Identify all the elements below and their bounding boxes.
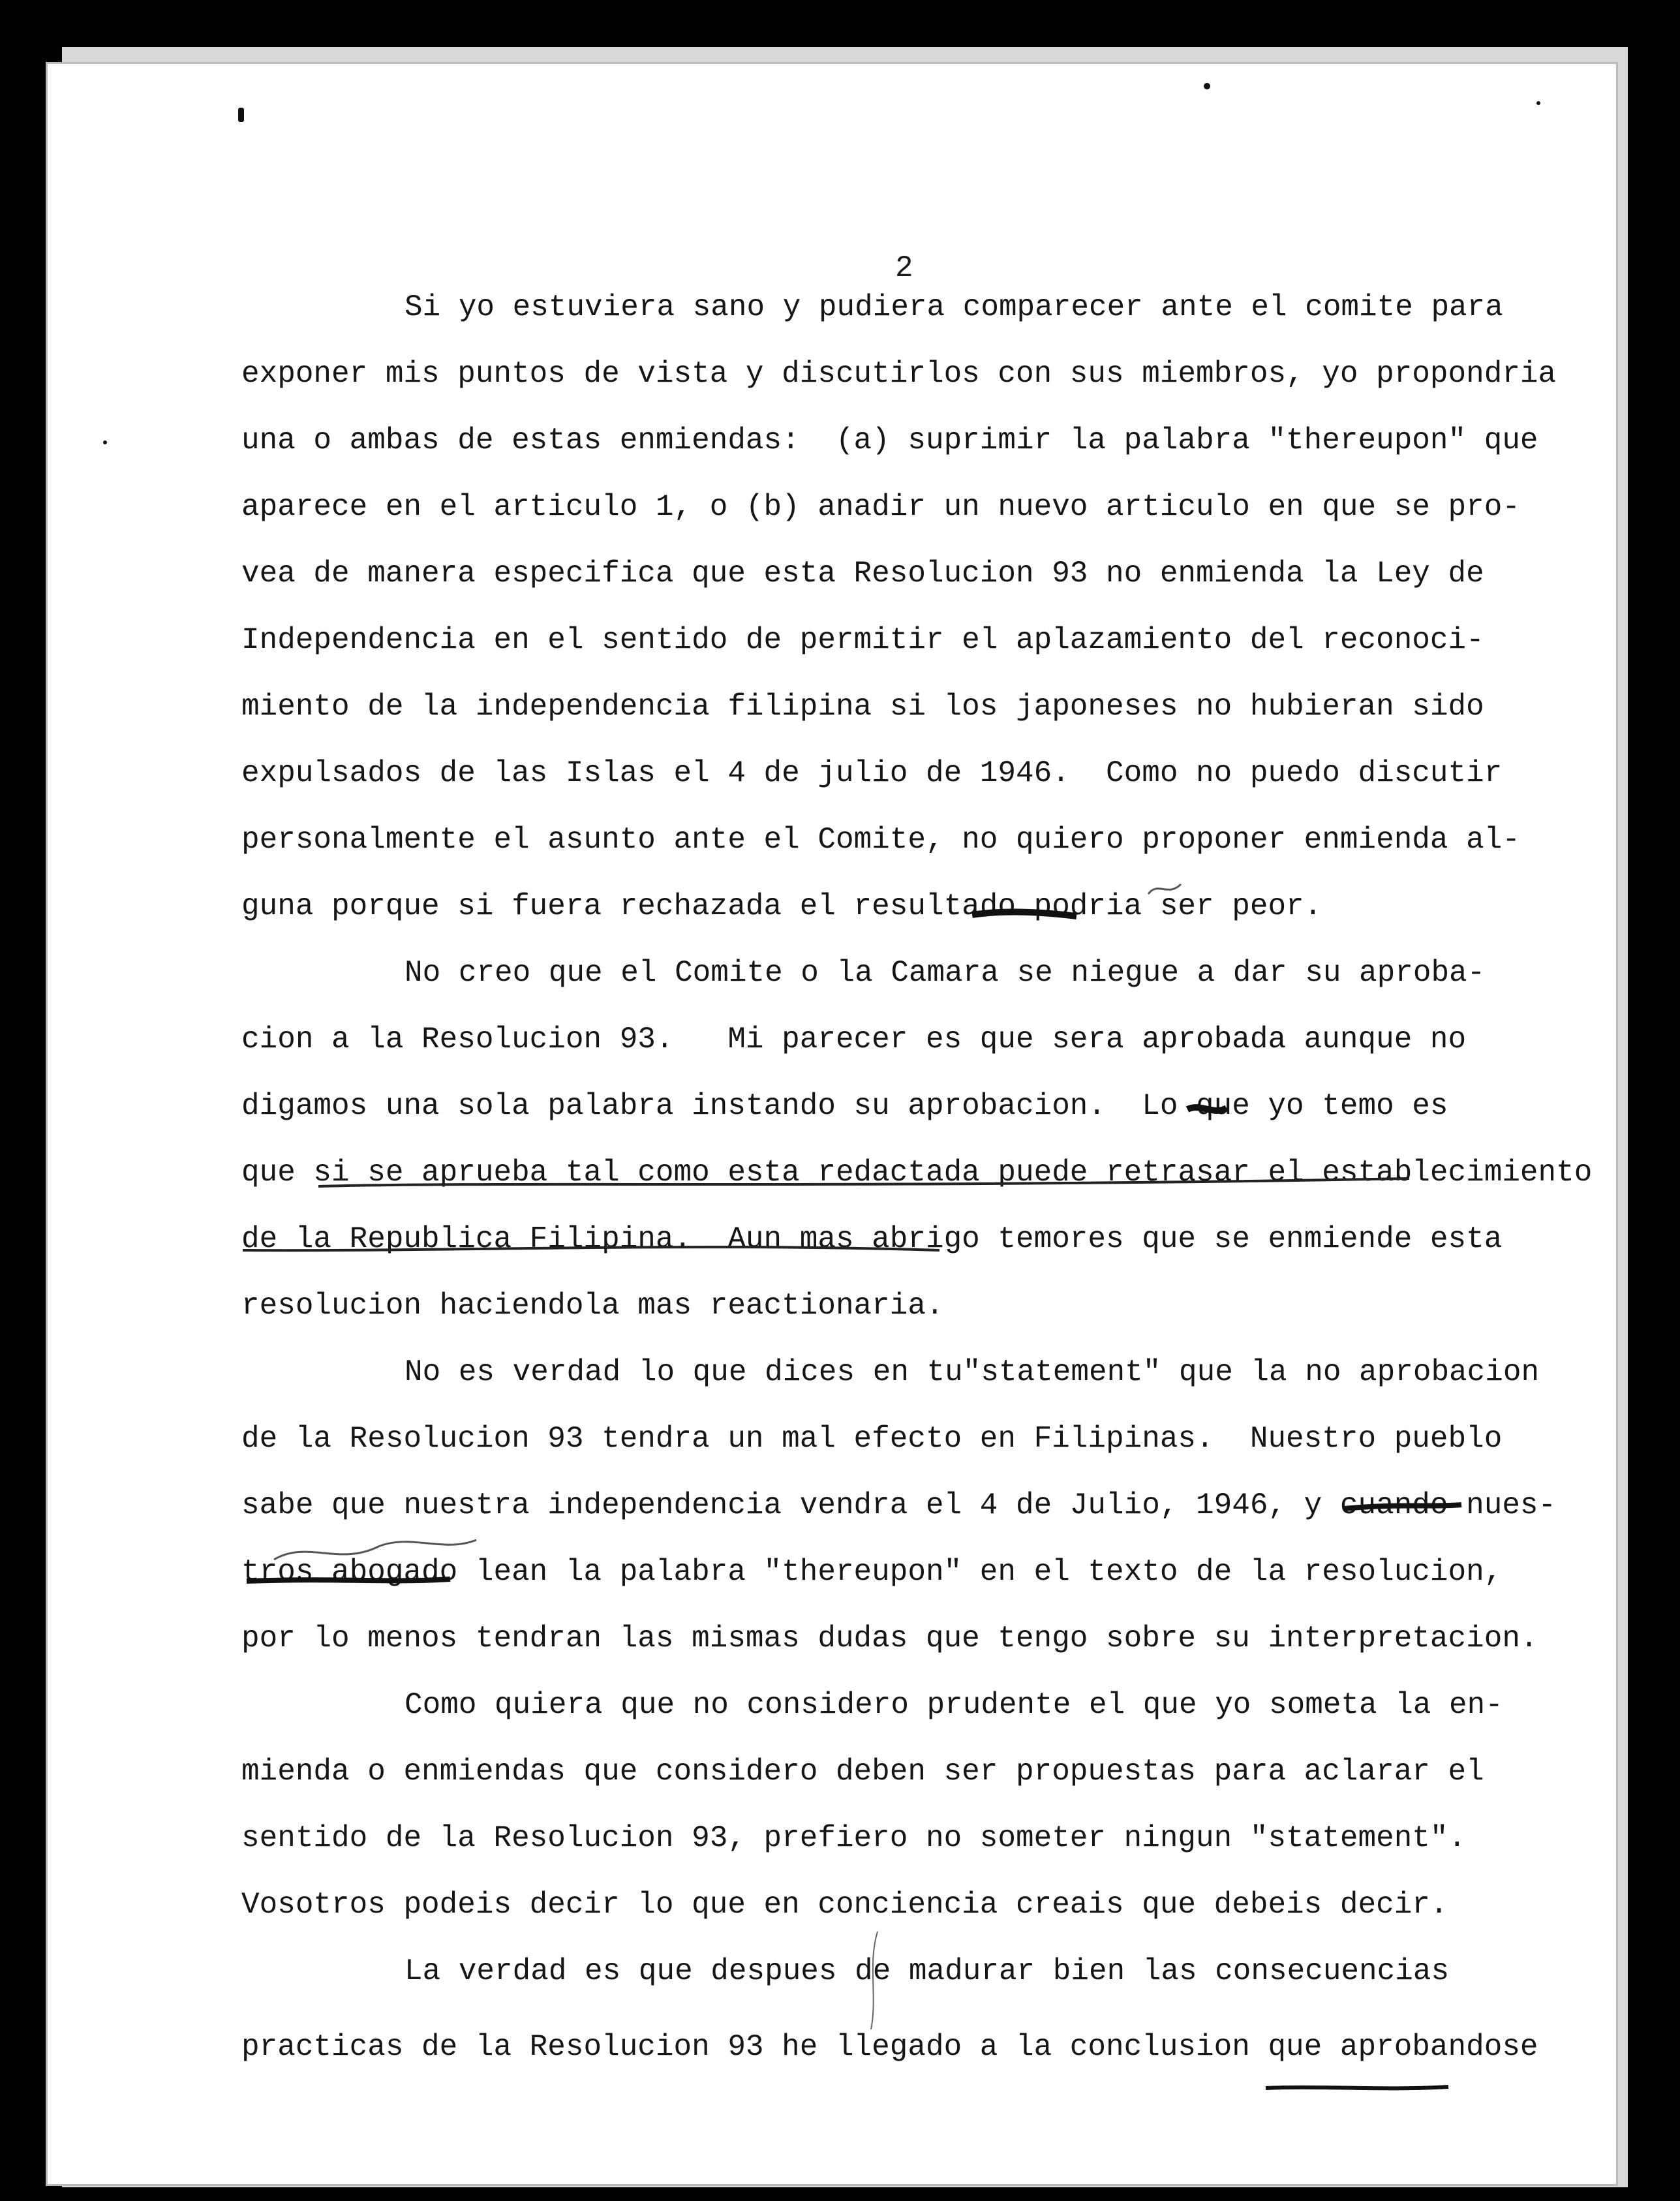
text-line: resolucion haciendola mas reactionaria.	[241, 1289, 944, 1323]
text-line: exponer mis puntos de vista y discutirlos con sus miembros, yo propondria	[241, 357, 1557, 391]
text-line: practicas de la Resolucion 93 he llegado a la conclusion que aprobandose	[241, 2030, 1538, 2064]
text-line: que si se aprueba tal como esta redactada puede retrasar el establecimiento	[241, 1156, 1593, 1190]
ink-speck	[1536, 101, 1540, 105]
text-line: personalmente el asunto ante el Comite, no quiero proponer enmienda al-	[241, 823, 1520, 857]
text-line: guna porque si fuera rechazada el resultado podria ser peor.	[241, 889, 1322, 923]
text-line: de la Resolucion 93 tendra un mal efecto en Filipinas. Nuestro pueblo	[241, 1422, 1503, 1456]
text-line: expulsados de las Islas el 4 de julio de 1946. Como no puedo discutir	[241, 756, 1503, 790]
text-line: No creo que el Comite o la Camara se niegue a dar su aproba-	[405, 956, 1486, 990]
text-line: digamos una sola palabra instando su aprobacion. Lo que yo temo es	[241, 1089, 1448, 1123]
ink-speck	[1204, 83, 1210, 89]
text-line: Vosotros podeis decir lo que en conciencia creais que debeis decir.	[241, 1888, 1448, 1922]
text-line: de la Republica Filipina. Aun mas abrigo temores que se enmiende esta	[241, 1222, 1503, 1256]
text-line: No es verdad lo que dices en tu"statement" que la no aprobacion	[405, 1355, 1540, 1389]
text-line: vea de manera especifica que esta Resolucion 93 no enmienda la Ley de	[241, 557, 1484, 591]
text-line: aparece en el articulo 1, o (b) anadir un nuevo articulo en que se pro-	[241, 490, 1520, 524]
text-line: mienda o enmiendas que considero deben ser propuestas para aclarar el	[241, 1755, 1484, 1789]
text-line: sabe que nuestra independencia vendra el 4 de Julio, 1946, y cuando nues-	[241, 1488, 1557, 1522]
text-line: una o ambas de estas enmiendas: (a) suprimir la palabra "thereupon" que	[241, 423, 1538, 457]
text-line: Si yo estuviera sano y pudiera comparecer ante el comite para	[405, 290, 1503, 324]
ink-speck	[103, 440, 107, 444]
text-line: tros abogado lean la palabra "thereupon" en el texto de la resolucion,	[241, 1555, 1503, 1589]
text-line: La verdad es que despues de madurar bien las consecuencias	[405, 1954, 1450, 1988]
ink-speck	[238, 108, 244, 122]
text-line: Independencia en el sentido de permitir el aplazamiento del reconoci-	[241, 623, 1484, 657]
text-line: miento de la independencia filipina si los japoneses no hubieran sido	[241, 690, 1484, 724]
text-line: cion a la Resolucion 93. Mi parecer es que sera aprobada aunque no	[241, 1023, 1467, 1056]
text-line: Como quiera que no considero prudente el que yo someta la en-	[405, 1688, 1503, 1722]
letter-body	[241, 274, 1593, 2080]
text-line: por lo menos tendran las mismas dudas que tengo sobre su interpretacion.	[241, 1622, 1538, 1655]
text-line: sentido de la Resolucion 93, prefiero no someter ningun "statement".	[241, 1821, 1467, 1855]
page-number: 2	[895, 251, 913, 285]
